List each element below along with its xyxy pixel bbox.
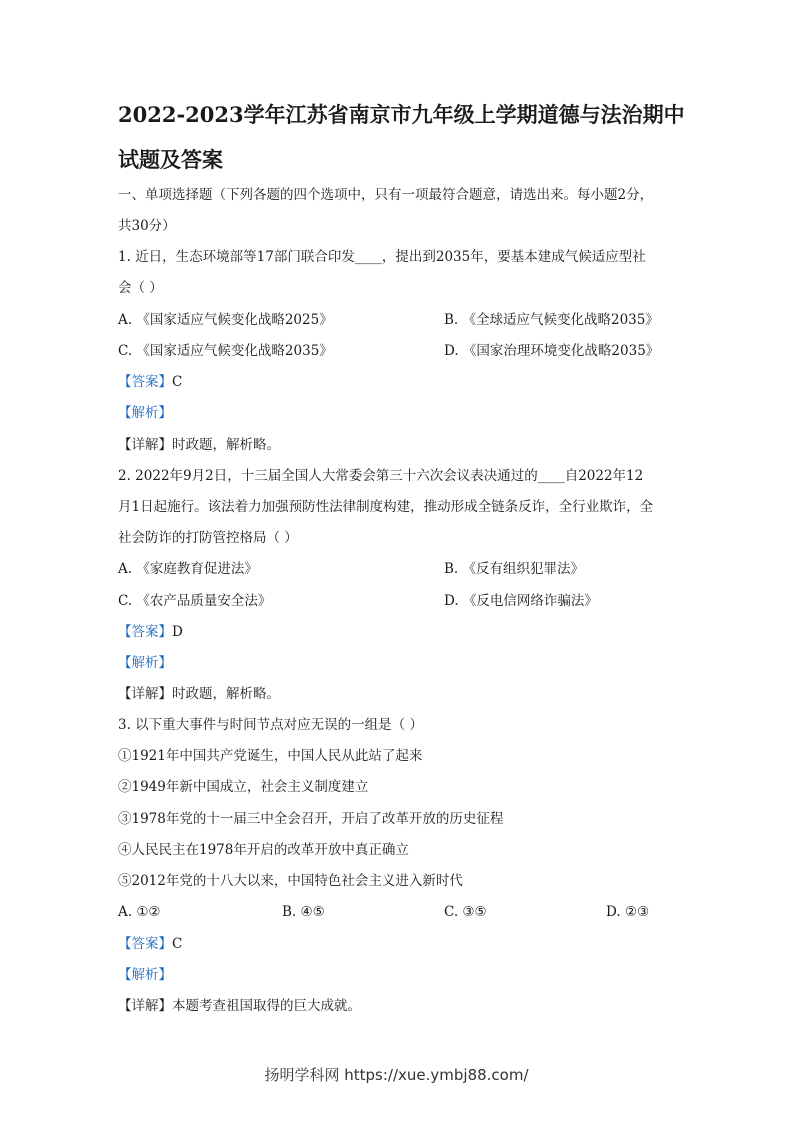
detail-text: 本题考查祖国取得的巨大成就。 [172, 998, 361, 1014]
q3-item-4: ④人民民主在1978年开启的改革开放中真正确立 [118, 842, 409, 858]
q2-answer [118, 623, 183, 641]
q1-detail [118, 436, 280, 454]
page-footer-watermark: 扬明学科网 https://xue.ymbj88.com/ [264, 1066, 529, 1084]
q1-option-c: C. 《国家适应气候变化战略2035》 [118, 343, 333, 359]
q3-option-c: C. ③⑤ [444, 904, 487, 920]
q3-item-5: ⑤2012年党的十八大以来，中国特色社会主义进入新时代 [118, 873, 463, 889]
doc-title-line-1: 2022-2023学年江苏省南京市九年级上学期道德与法治期中 [118, 102, 685, 127]
q2-option-a: A. 《家庭教育促进法》 [118, 561, 258, 577]
q2-option-b: B. 《反有组织犯罪法》 [444, 561, 585, 577]
q1-option-a: A. 《国家适应气候变化战略2025》 [118, 312, 333, 328]
q3-analysis [118, 966, 172, 984]
q1-analysis [118, 404, 172, 422]
q3-item-2: ②1949年新中国成立，社会主义制度建立 [118, 779, 369, 795]
detail-text: 时政题，解析略。 [172, 437, 280, 453]
q3-option-d: D. ②③ [606, 904, 650, 920]
doc-title-line-2: 试题及答案 [118, 147, 223, 172]
answer-tag: 【答案】 [118, 374, 172, 390]
detail-tag: 【详解】 [118, 686, 172, 702]
q3-option-b: B. ④⑤ [282, 904, 325, 920]
analysis-tag: 【解析】 [118, 405, 172, 421]
q2-analysis [118, 654, 172, 672]
q3-item-1: ①1921年中国共产党诞生，中国人民从此站了起来 [118, 748, 423, 764]
answer-value: D [172, 624, 183, 640]
q3-item-3: ③1978年党的十一届三中全会召开，开启了改革开放的历史征程 [118, 811, 504, 827]
section-heading: 一、单项选择题（下列各题的四个选项中，只有一项最符合题意，请选出来。每小题2分， [118, 187, 654, 203]
q1-option-d: D. 《国家治理环境变化战略2035》 [444, 343, 660, 359]
q2-option-d: D. 《反电信网络诈骗法》 [444, 593, 598, 609]
detail-tag: 【详解】 [118, 998, 172, 1014]
analysis-tag: 【解析】 [118, 655, 172, 671]
q1-answer [118, 373, 182, 391]
analysis-tag: 【解析】 [118, 967, 172, 983]
q3-detail [118, 997, 361, 1015]
answer-value: C [172, 936, 183, 952]
q2-stem-cont-2: 社会防诈的打防管控格局（ ） [118, 530, 298, 546]
q3-stem: 3. 以下重大事件与时间节点对应无误的一组是（ ） [118, 717, 423, 733]
q1-stem-cont: 会（ ） [118, 280, 163, 296]
answer-value: C [172, 374, 183, 390]
q1-option-b: B. 《全球适应气候变化战略2035》 [444, 312, 659, 328]
q3-answer [118, 935, 182, 953]
detail-text: 时政题，解析略。 [172, 686, 280, 702]
q2-option-c: C. 《农产品质量安全法》 [118, 593, 272, 609]
answer-tag: 【答案】 [118, 624, 172, 640]
q3-option-a: A. ①② [118, 904, 161, 920]
answer-tag: 【答案】 [118, 936, 172, 952]
section-heading-cont: 共30分） [118, 218, 176, 234]
q2-stem-cont-1: 月1日起施行。该法着力加强预防性法律制度构建，推动形成全链条反诈，全行业欺诈，全 [118, 499, 654, 515]
q2-detail [118, 685, 280, 703]
q1-stem: 1. 近日，生态环境部等17部门联合印发____，提出到2035年，要基本建成气候适应型社 [118, 249, 646, 265]
detail-tag: 【详解】 [118, 437, 172, 453]
q2-stem: 2. 2022年9月2日，十三届全国人大常委会第三十六次会议表决通过的____自2022年12 [118, 468, 644, 484]
